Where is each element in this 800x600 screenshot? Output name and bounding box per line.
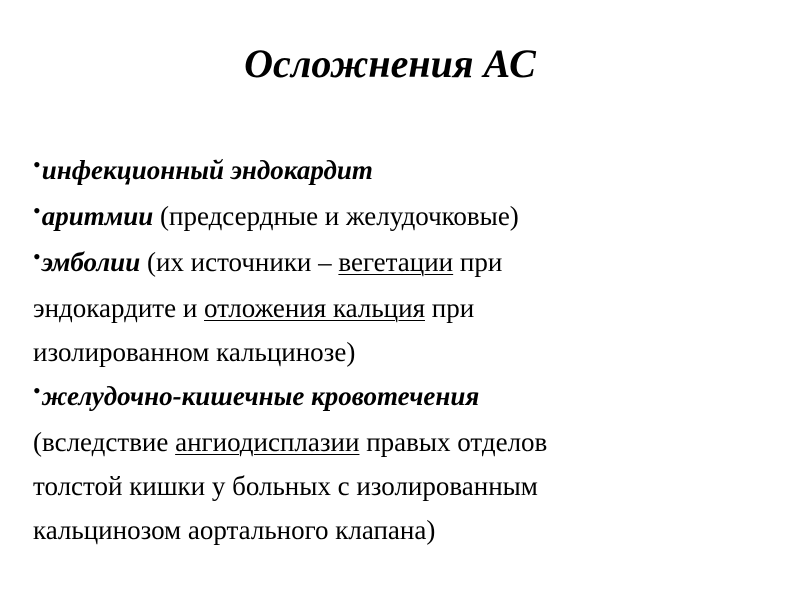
gi-bleeding-detail-b: правых отделов толстой кишки у больных с изолированным кальцинозом аортального клапана) xyxy=(33,427,548,545)
gi-bleeding-detail-a: (вследствие xyxy=(33,427,176,457)
embolism-vegetations: вегетации xyxy=(338,247,454,277)
list-item-embolism xyxy=(33,240,593,374)
term-arrhythmias: аритмии xyxy=(41,201,154,231)
list-item-arrhythmias xyxy=(33,194,773,240)
bullet-icon: • xyxy=(33,152,41,177)
slide-title: Осложнения АС xyxy=(244,41,536,86)
gi-bleeding-angiodysplasia: ангиодисплазии xyxy=(175,427,360,457)
term-gi-bleeding: желудочно-кишечные кровотечения xyxy=(41,381,480,411)
term-endocarditis: инфекционный эндокардит xyxy=(41,155,373,185)
embolism-detail-c: при изолированном кальцинозе) xyxy=(33,293,475,367)
embolism-calcium-deposits: отложения кальция xyxy=(204,293,425,323)
term-embolism: эмболии xyxy=(41,247,141,277)
list-item-gi-bleeding xyxy=(33,374,593,552)
bullet-icon: • xyxy=(33,244,41,269)
complications-list xyxy=(33,148,773,552)
arrhythmias-detail: (предсердные и желудочковые) xyxy=(153,201,519,231)
bullet-icon: • xyxy=(33,378,41,403)
embolism-detail-a: (их источники – xyxy=(140,247,339,277)
embolism-detail-b: при эндокардите и xyxy=(33,247,503,323)
bullet-icon: • xyxy=(33,198,41,223)
list-item-endocarditis xyxy=(33,148,773,194)
